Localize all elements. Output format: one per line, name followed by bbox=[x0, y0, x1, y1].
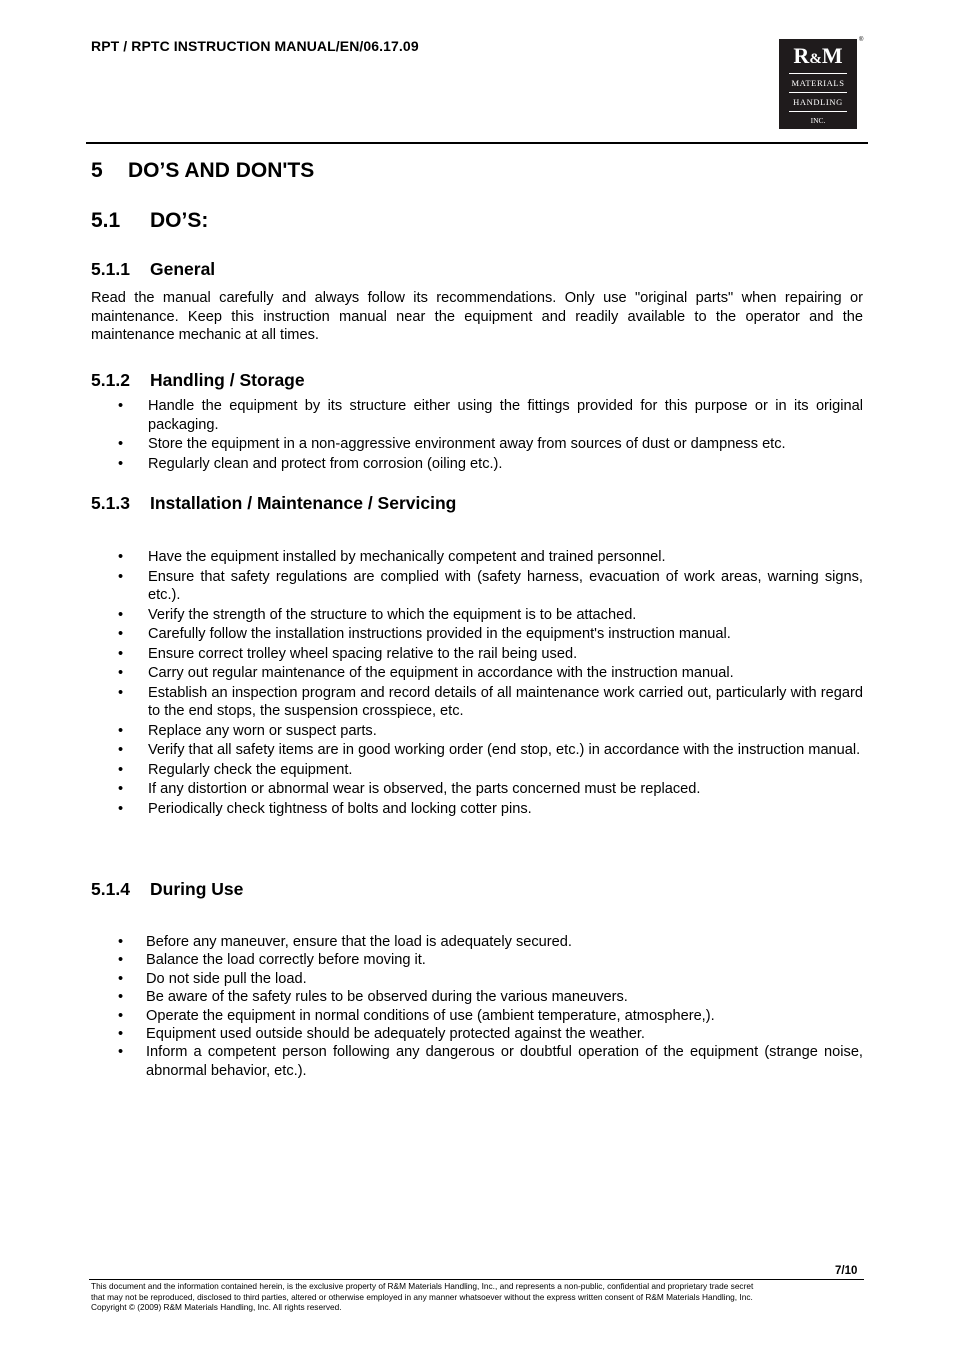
bullet-glyph: • bbox=[118, 684, 124, 701]
list-item bbox=[91, 933, 863, 951]
subsection-number: 5.1 bbox=[91, 209, 121, 232]
general-heading: 5.1.1 General bbox=[91, 259, 216, 279]
logo-brand: R&M bbox=[793, 43, 843, 68]
footer-line: Copyright © (2009) R&M Materials Handling, Inc. All rights reserved. bbox=[91, 1302, 342, 1312]
list-item-text: Replace any worn or suspect parts. bbox=[148, 722, 377, 739]
list-item bbox=[91, 664, 863, 683]
list-item bbox=[91, 1025, 863, 1043]
list-item-text: Operate the equipment in normal conditions of use (ambient temperature, atmosphere,). bbox=[146, 1007, 715, 1024]
bullet-glyph: • bbox=[118, 761, 124, 778]
list-item bbox=[91, 951, 863, 969]
list-item-text: Regularly clean and protect from corrosion (oiling etc.). bbox=[148, 455, 503, 472]
bullet-glyph: • bbox=[118, 455, 124, 472]
list-item bbox=[91, 684, 863, 721]
list-item-text: Regularly check the equipment. bbox=[148, 761, 353, 778]
list-item-text: If any distortion or abnormal wear is observed, the parts concerned must be replaced. bbox=[148, 781, 701, 797]
section-number: 5 bbox=[91, 159, 103, 182]
bullet-glyph: • bbox=[118, 989, 124, 1006]
bullet-glyph: • bbox=[118, 1026, 124, 1043]
bullet-glyph: • bbox=[118, 970, 124, 987]
list-item-text: Handle the equipment by its structure either using the fittings provided for this purpose or in its original packaging. bbox=[148, 398, 863, 433]
list-item-text: Have the equipment installed by mechanically competent and trained personnel. bbox=[148, 549, 666, 565]
list-item-text: Periodically check tightness of bolts and locking cotter pins. bbox=[148, 800, 532, 817]
list-item-text: Equipment used outside should be adequately protected against the weather. bbox=[146, 1026, 645, 1043]
list-item-text: Carefully follow the installation instructions provided in the equipment's instruction manual. bbox=[148, 626, 731, 642]
handling-heading: 5.1.2 Handling / Storage bbox=[91, 370, 305, 390]
bullet-glyph: • bbox=[118, 1044, 124, 1061]
list-item-text: Carry out regular maintenance of the equipment in accordance with the instruction manual. bbox=[148, 665, 734, 681]
list-item bbox=[91, 397, 863, 434]
list-item bbox=[91, 548, 863, 567]
list-item-text: Store the equipment in a non-aggressive environment away from sources of dust or dampness etc. bbox=[148, 436, 786, 452]
list-item bbox=[91, 625, 863, 644]
bullet-glyph: • bbox=[118, 781, 124, 797]
bullet-glyph: • bbox=[118, 742, 124, 758]
logo-line-handling: HANDLING bbox=[793, 97, 843, 107]
bullet-glyph: • bbox=[118, 645, 124, 662]
logo-line-inc: INC. bbox=[810, 116, 826, 125]
list-item bbox=[91, 1043, 863, 1080]
installation-heading: 5.1.3 Installation / Maintenance / Servicing bbox=[91, 493, 457, 513]
footer-line: This document and the information contained herein, is the exclusive property of R&M Materials Handling, Inc., and represents a non-public, confidential and proprietary trade secret bbox=[91, 1281, 754, 1291]
footer-legal-notice bbox=[91, 1281, 865, 1313]
header-divider bbox=[86, 142, 868, 144]
list-item-text: Ensure that safety regulations are complied with (safety harness, evacuation of work areas, warning signs, etc.). bbox=[148, 568, 863, 603]
bullet-glyph: • bbox=[118, 606, 124, 623]
bullet-glyph: • bbox=[118, 800, 124, 817]
list-item-text: Inform a competent person following any dangerous or doubtful operation of the equipment (strange noise, abnormal behavior, etc.). bbox=[146, 1044, 863, 1079]
bullet-glyph: • bbox=[118, 722, 124, 739]
bullet-glyph: • bbox=[118, 952, 124, 969]
during-use-list bbox=[91, 933, 863, 1080]
logo-line-materials: MATERIALS bbox=[791, 78, 845, 88]
list-item-text: Ensure correct trolley wheel spacing relative to the rail being used. bbox=[148, 645, 578, 662]
subsection-heading bbox=[91, 209, 208, 233]
bullet-glyph: • bbox=[118, 436, 124, 452]
list-item bbox=[91, 722, 863, 741]
installation-list bbox=[91, 548, 863, 819]
list-item-text: Verify that all safety items are in good working order (end stop, etc.) in accordance with the instruction manual. bbox=[148, 742, 861, 758]
bullet-glyph: • bbox=[118, 1007, 124, 1024]
list-item-text: Be aware of the safety rules to be observed during the various maneuvers. bbox=[146, 989, 628, 1006]
document-header-title: RPT / RPTC INSTRUCTION MANUAL/EN/06.17.09 bbox=[91, 38, 419, 54]
company-logo bbox=[779, 39, 857, 129]
during-use-heading: 5.1.4 During Use bbox=[91, 879, 244, 899]
list-item bbox=[91, 970, 863, 988]
bullet-glyph: • bbox=[118, 934, 124, 950]
bullet-glyph: • bbox=[118, 398, 124, 414]
page-number: 7/10 bbox=[835, 1265, 858, 1277]
bullet-glyph: • bbox=[118, 549, 124, 565]
list-item bbox=[91, 988, 863, 1006]
bullet-glyph: • bbox=[118, 665, 124, 681]
section-heading bbox=[91, 159, 314, 183]
list-item bbox=[91, 606, 863, 625]
general-paragraph: Read the manual carefully and always follow its recommendations. Only use "original parts" when repairing or maintenance. Keep this instruction manual near the equipment and readily available to the operator and the maintenance mechanic at all times. bbox=[91, 290, 863, 343]
handling-list bbox=[91, 397, 863, 474]
list-item bbox=[91, 800, 863, 819]
section-title: DO’S AND DON'TS bbox=[128, 159, 315, 182]
list-item bbox=[91, 761, 863, 780]
list-item-text: Do not side pull the load. bbox=[146, 970, 307, 987]
list-item bbox=[91, 741, 863, 760]
list-item bbox=[91, 435, 863, 454]
subsection-title: DO’S: bbox=[150, 209, 209, 232]
bullet-glyph: • bbox=[118, 626, 124, 642]
list-item-text: Balance the load correctly before moving it. bbox=[146, 952, 426, 969]
footer-line: that may not be reproduced, disclosed to third parties, altered or otherwise employed in any manner whatsoever without the express written consent of R&M Materials Handling, Inc. bbox=[91, 1291, 753, 1302]
list-item-text: Establish an inspection program and record details of all maintenance work carried out, particularly with regard to the end stops, the suspension crosspiece, etc. bbox=[148, 684, 863, 719]
list-item-text: Before any maneuver, ensure that the load is adequately secured. bbox=[146, 934, 572, 950]
footer-divider bbox=[89, 1279, 864, 1280]
list-item-text: Verify the strength of the structure to which the equipment is to be attached. bbox=[148, 606, 637, 623]
list-item bbox=[91, 455, 863, 474]
list-item bbox=[91, 780, 863, 799]
bullet-glyph: • bbox=[118, 568, 124, 585]
list-item bbox=[91, 1007, 863, 1025]
list-item bbox=[91, 645, 863, 664]
registered-mark: ® bbox=[859, 37, 864, 43]
list-item bbox=[91, 568, 863, 605]
